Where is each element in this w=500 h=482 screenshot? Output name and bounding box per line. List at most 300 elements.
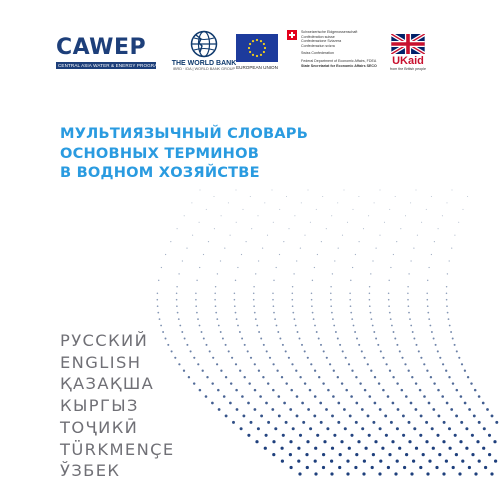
pattern-dot <box>449 447 452 450</box>
pattern-dot <box>490 472 493 475</box>
language-item: КЫРГЫЗ <box>60 396 139 416</box>
pattern-dot <box>408 305 410 307</box>
pattern-dot <box>358 196 359 197</box>
pattern-dot <box>331 414 334 417</box>
pattern-dot <box>331 215 332 216</box>
pattern-dot <box>371 318 373 320</box>
pattern-dot <box>339 453 342 456</box>
pattern-dot <box>225 344 227 346</box>
swiss-name-line: Confédération suisse <box>301 34 335 39</box>
pattern-dot <box>337 376 339 378</box>
pattern-dot <box>276 370 278 372</box>
pattern-dot <box>157 299 159 301</box>
pattern-dot <box>491 414 494 417</box>
pattern-dot <box>193 357 195 359</box>
pattern-dot <box>196 312 198 314</box>
pattern-dot <box>290 389 293 392</box>
pattern-dot <box>410 402 413 405</box>
pattern-dot <box>313 414 316 417</box>
pattern-dot <box>327 389 330 392</box>
pattern-dot <box>471 434 474 437</box>
pattern-dot <box>379 408 382 411</box>
pattern-dot <box>346 460 349 463</box>
pattern-dot <box>195 299 197 301</box>
pattern-dot <box>266 350 268 352</box>
pattern-dot <box>217 273 218 274</box>
pattern-dot <box>224 247 225 248</box>
pattern-dot <box>478 421 481 424</box>
pattern-dot <box>397 408 400 411</box>
pattern-dot <box>311 305 313 307</box>
pattern-dot <box>350 312 352 314</box>
pattern-dot <box>425 421 428 424</box>
pattern-dot <box>330 460 333 463</box>
pattern-dot <box>478 395 481 398</box>
pattern-dot <box>279 338 281 340</box>
pattern-dot <box>314 395 317 398</box>
pattern-dot <box>310 363 312 365</box>
pattern-dot <box>220 331 222 333</box>
pattern-dot <box>302 421 305 424</box>
pattern-dot <box>196 280 197 281</box>
pattern-dot <box>292 293 294 295</box>
pattern-dot <box>311 299 313 301</box>
pattern-dot <box>474 389 477 392</box>
pattern-dot <box>314 447 317 450</box>
pattern-dot <box>292 305 294 307</box>
pattern-dot <box>375 247 376 248</box>
pattern-dot <box>437 389 440 392</box>
pattern-dot <box>351 370 353 372</box>
pattern-dot <box>230 235 231 236</box>
pattern-dot <box>445 370 447 372</box>
pattern-dot <box>318 338 320 340</box>
pattern-dot <box>301 202 302 203</box>
pattern-dot <box>203 338 205 340</box>
pattern-dot <box>370 312 372 314</box>
pattern-dot <box>209 350 211 352</box>
pattern-dot <box>258 370 260 372</box>
pattern-dot <box>178 318 180 320</box>
pattern-dot <box>237 267 238 268</box>
pattern-dot <box>378 472 381 475</box>
pattern-dot <box>419 434 422 437</box>
language-item: ENGLISH <box>60 352 142 372</box>
pattern-dot <box>214 228 215 229</box>
eu-label: EUROPEAN UNION <box>236 65 278 70</box>
world-bank-subtitle: IBRD · IDA | WORLD BANK GROUP <box>172 67 236 71</box>
pattern-dot <box>473 414 476 417</box>
pattern-dot <box>178 363 180 365</box>
pattern-dot <box>182 260 183 261</box>
pattern-dot <box>428 267 429 268</box>
pattern-dot <box>205 395 208 398</box>
pattern-dot <box>393 331 395 333</box>
pattern-dot <box>333 325 335 327</box>
pattern-dot <box>192 235 193 236</box>
pattern-dot <box>387 395 390 398</box>
pattern-dot <box>391 440 394 443</box>
pattern-dot <box>363 460 366 463</box>
pattern-dot <box>404 363 406 365</box>
pattern-dot <box>158 280 159 281</box>
pattern-dot <box>326 357 328 359</box>
pattern-dot <box>374 402 377 405</box>
pattern-dot <box>236 318 238 320</box>
pattern-dot <box>309 427 312 430</box>
pattern-dot <box>301 402 304 405</box>
pattern-dot <box>381 447 384 450</box>
pattern-dot <box>326 228 327 229</box>
pattern-dot <box>396 344 398 346</box>
pattern-dot <box>415 344 417 346</box>
pattern-dot <box>433 382 435 384</box>
pattern-dot <box>415 408 418 411</box>
pattern-dot <box>413 247 414 248</box>
pattern-dot <box>367 414 370 417</box>
pattern-dot <box>301 344 303 346</box>
pattern-dot <box>320 421 323 424</box>
pattern-dot <box>323 440 326 443</box>
pattern-dot <box>237 325 239 327</box>
pattern-dot <box>396 382 398 384</box>
pattern-dot <box>462 209 463 210</box>
pattern-dot <box>214 299 216 301</box>
language-item: ҚАЗАҚША <box>60 374 155 394</box>
pattern-dot <box>419 466 422 469</box>
pattern-dot <box>255 273 256 274</box>
language-item: TÜRKMENÇE <box>60 439 175 459</box>
pattern-dot <box>255 318 257 320</box>
pattern-dot <box>271 189 272 190</box>
pattern-dot <box>431 254 432 255</box>
pattern-dot <box>332 395 335 398</box>
language-list <box>60 330 175 482</box>
pattern-dot <box>441 395 444 398</box>
pattern-dot <box>290 466 293 469</box>
pattern-dot <box>451 189 452 190</box>
pattern-dot <box>428 402 431 405</box>
pattern-dot <box>385 434 388 437</box>
pattern-dot <box>446 293 448 295</box>
pattern-dot <box>393 254 394 255</box>
pattern-dot <box>337 202 338 203</box>
pattern-dot <box>350 395 353 398</box>
pattern-dot <box>467 376 469 378</box>
pattern-dot <box>373 331 375 333</box>
pattern-dot <box>392 376 394 378</box>
pattern-dot <box>478 460 481 463</box>
pattern-dot <box>184 338 186 340</box>
pattern-dot <box>325 408 328 411</box>
pattern-dot <box>384 414 387 417</box>
pattern-dot <box>216 318 218 320</box>
pattern-dot <box>296 395 299 398</box>
pattern-dot <box>458 357 460 359</box>
pattern-dot <box>330 293 332 295</box>
pattern-dot <box>361 350 363 352</box>
pattern-dot <box>358 344 360 346</box>
pattern-dot <box>240 427 243 430</box>
pattern-dot <box>405 395 408 398</box>
pattern-dot <box>422 453 425 456</box>
pattern-dot <box>384 222 385 223</box>
pattern-dot <box>448 427 451 430</box>
pattern-dot <box>355 254 356 255</box>
pattern-dot <box>241 338 243 340</box>
pattern-dot <box>213 196 214 197</box>
pattern-dot <box>438 453 441 456</box>
pattern-dot <box>355 421 358 424</box>
pattern-dot <box>420 357 422 359</box>
pattern-dot <box>322 382 324 384</box>
pattern-dot <box>464 402 467 405</box>
pattern-dot <box>400 228 401 229</box>
pattern-dot <box>258 260 259 261</box>
pattern-dot <box>439 357 441 359</box>
pattern-dot <box>419 389 422 392</box>
pattern-dot <box>410 202 411 203</box>
pattern-dot <box>446 286 447 287</box>
pattern-dot <box>408 440 411 443</box>
pattern-dot <box>331 312 333 314</box>
pattern-dot <box>322 453 325 456</box>
pattern-dot <box>285 350 287 352</box>
pattern-dot <box>197 363 199 365</box>
pattern-dot <box>436 434 439 437</box>
pattern-dot <box>218 325 220 327</box>
pattern-dot <box>394 472 397 475</box>
pattern-dot <box>206 376 208 378</box>
pattern-dot <box>235 363 237 365</box>
pattern-dot <box>281 460 284 463</box>
pattern-dot <box>415 447 418 450</box>
pattern-dot <box>273 280 274 281</box>
pattern-dot <box>407 286 408 287</box>
pattern-dot <box>265 434 268 437</box>
pattern-dot <box>339 344 341 346</box>
pattern-dot <box>374 376 376 378</box>
pattern-dot <box>253 299 255 301</box>
language-item: ЎЗБЕК <box>60 461 121 481</box>
pattern-dot <box>272 453 275 456</box>
pattern-dot <box>468 408 471 411</box>
pattern-dot <box>239 370 241 372</box>
pattern-dot <box>482 402 485 405</box>
pattern-dot <box>234 305 236 307</box>
pattern-dot <box>157 293 159 295</box>
pattern-dot <box>331 447 334 450</box>
pattern-dot <box>407 299 409 301</box>
pattern-dot <box>296 260 297 261</box>
pattern-dot <box>228 202 229 203</box>
pattern-dot <box>311 293 313 295</box>
pattern-dot <box>415 189 416 190</box>
pattern-dot <box>295 325 297 327</box>
pattern-dot <box>452 466 455 469</box>
pattern-dot <box>293 273 294 274</box>
pattern-dot <box>235 312 237 314</box>
pattern-dot <box>314 267 315 268</box>
pattern-dot <box>177 312 179 314</box>
pattern-dot <box>459 440 462 443</box>
pattern-dot <box>454 434 457 437</box>
pattern-dot <box>281 447 284 450</box>
pattern-dot <box>176 299 178 301</box>
pattern-dot <box>265 402 268 405</box>
language-item: РУССКИЙ <box>60 331 149 350</box>
pattern-dot <box>408 312 410 314</box>
ukaid-subtitle: from the British people <box>390 67 426 71</box>
pattern-dot <box>357 440 360 443</box>
pattern-dot <box>292 299 294 301</box>
pattern-dot <box>329 363 331 365</box>
pattern-dot <box>446 402 449 405</box>
pattern-dot <box>408 370 410 372</box>
pattern-dot <box>427 280 428 281</box>
pattern-dot <box>283 402 286 405</box>
pattern-dot <box>288 228 289 229</box>
pattern-dot <box>405 215 406 216</box>
pattern-dot <box>449 260 450 261</box>
pattern-dot <box>304 350 306 352</box>
pattern-dot <box>292 286 293 287</box>
pattern-dot <box>333 434 336 437</box>
pattern-dot <box>429 325 431 327</box>
pattern-dot <box>396 427 399 430</box>
title-line: МУЛЬТИЯЗЫЧНЫЙ СЛОВАРЬ <box>60 125 309 142</box>
pattern-dot <box>344 427 347 430</box>
pattern-dot <box>389 370 391 372</box>
pattern-dot <box>454 344 456 346</box>
pattern-dot <box>449 325 451 327</box>
pattern-dot <box>165 254 166 255</box>
pattern-dot <box>389 209 390 210</box>
pattern-dot <box>267 382 269 384</box>
pattern-dot <box>211 382 213 384</box>
pattern-dot <box>454 235 455 236</box>
pattern-dot <box>378 382 380 384</box>
pattern-dot <box>314 370 316 372</box>
pattern-dot <box>272 363 274 365</box>
pattern-dot <box>369 395 372 398</box>
pattern-dot <box>239 331 241 333</box>
pattern-dot <box>379 235 380 236</box>
pattern-dot <box>299 338 301 340</box>
pattern-dot <box>247 434 250 437</box>
pattern-dot <box>314 460 317 463</box>
pattern-dot <box>379 460 382 463</box>
pattern-dot <box>273 312 275 314</box>
pattern-dot <box>319 402 322 405</box>
pattern-dot <box>191 202 192 203</box>
pattern-dot <box>465 427 468 430</box>
pattern-dot <box>244 376 246 378</box>
pattern-dot <box>350 280 351 281</box>
pattern-dot <box>388 299 390 301</box>
pattern-dot <box>495 421 498 424</box>
pattern-dot <box>392 402 395 405</box>
pattern-dot <box>337 338 339 340</box>
pattern-dot <box>257 215 258 216</box>
pattern-dot <box>488 453 491 456</box>
pattern-dot <box>322 466 325 469</box>
pattern-dot <box>333 370 335 372</box>
pattern-dot <box>428 460 431 463</box>
pattern-dot <box>257 427 260 430</box>
pattern-dot <box>278 395 281 398</box>
pattern-dot <box>370 273 371 274</box>
pattern-dot <box>427 299 429 301</box>
pattern-dot <box>322 196 323 197</box>
pattern-dot <box>205 344 207 346</box>
pattern-dot <box>307 189 308 190</box>
pattern-dot <box>351 318 353 320</box>
pattern-dot <box>361 427 364 430</box>
pattern-dot <box>176 293 178 295</box>
pattern-dot <box>297 331 299 333</box>
pattern-dot <box>484 466 487 469</box>
title-line: В ВОДНОМ ХОЗЯЙСТВЕ <box>60 164 260 181</box>
pattern-dot <box>464 370 466 372</box>
pattern-dot <box>246 241 247 242</box>
pattern-dot <box>278 414 281 417</box>
pattern-dot <box>348 363 350 365</box>
pattern-dot <box>385 363 387 365</box>
page-title <box>60 124 308 183</box>
pattern-dot <box>468 466 471 469</box>
pattern-dot <box>402 414 405 417</box>
pattern-dot <box>447 273 448 274</box>
pattern-dot <box>254 312 256 314</box>
cawep-name: CAWEP <box>56 35 147 60</box>
pattern-dot <box>355 376 357 378</box>
pattern-dot <box>273 222 274 223</box>
pattern-dot <box>355 453 358 456</box>
pattern-dot <box>369 299 371 301</box>
pattern-dot <box>279 209 280 210</box>
pattern-dot <box>178 273 179 274</box>
pattern-dot <box>236 222 237 223</box>
pattern-dot <box>428 318 430 320</box>
pattern-dot <box>349 293 351 295</box>
pattern-dot <box>260 414 263 417</box>
pattern-dot <box>304 235 305 236</box>
pattern-dot <box>292 427 295 430</box>
pattern-dot <box>403 466 406 469</box>
pattern-dot <box>348 447 351 450</box>
pattern-dot <box>330 286 331 287</box>
pattern-dot <box>345 357 347 359</box>
swiss-confederation-label: Swiss Confederation <box>301 51 334 56</box>
pattern-dot <box>253 305 255 307</box>
pattern-dot <box>199 325 201 327</box>
pattern-dot <box>197 318 199 320</box>
pattern-dot <box>256 325 258 327</box>
pattern-dot <box>355 402 358 405</box>
pattern-dot <box>458 472 461 475</box>
pattern-dot <box>442 215 443 216</box>
pattern-dot <box>254 363 256 365</box>
pattern-dot <box>412 460 415 463</box>
pattern-dot <box>417 235 418 236</box>
pattern-dot <box>369 286 370 287</box>
pattern-dot <box>379 427 382 430</box>
pattern-dot <box>253 286 254 287</box>
pattern-dot <box>431 331 433 333</box>
pattern-dot <box>408 421 411 424</box>
pattern-dot <box>286 196 287 197</box>
